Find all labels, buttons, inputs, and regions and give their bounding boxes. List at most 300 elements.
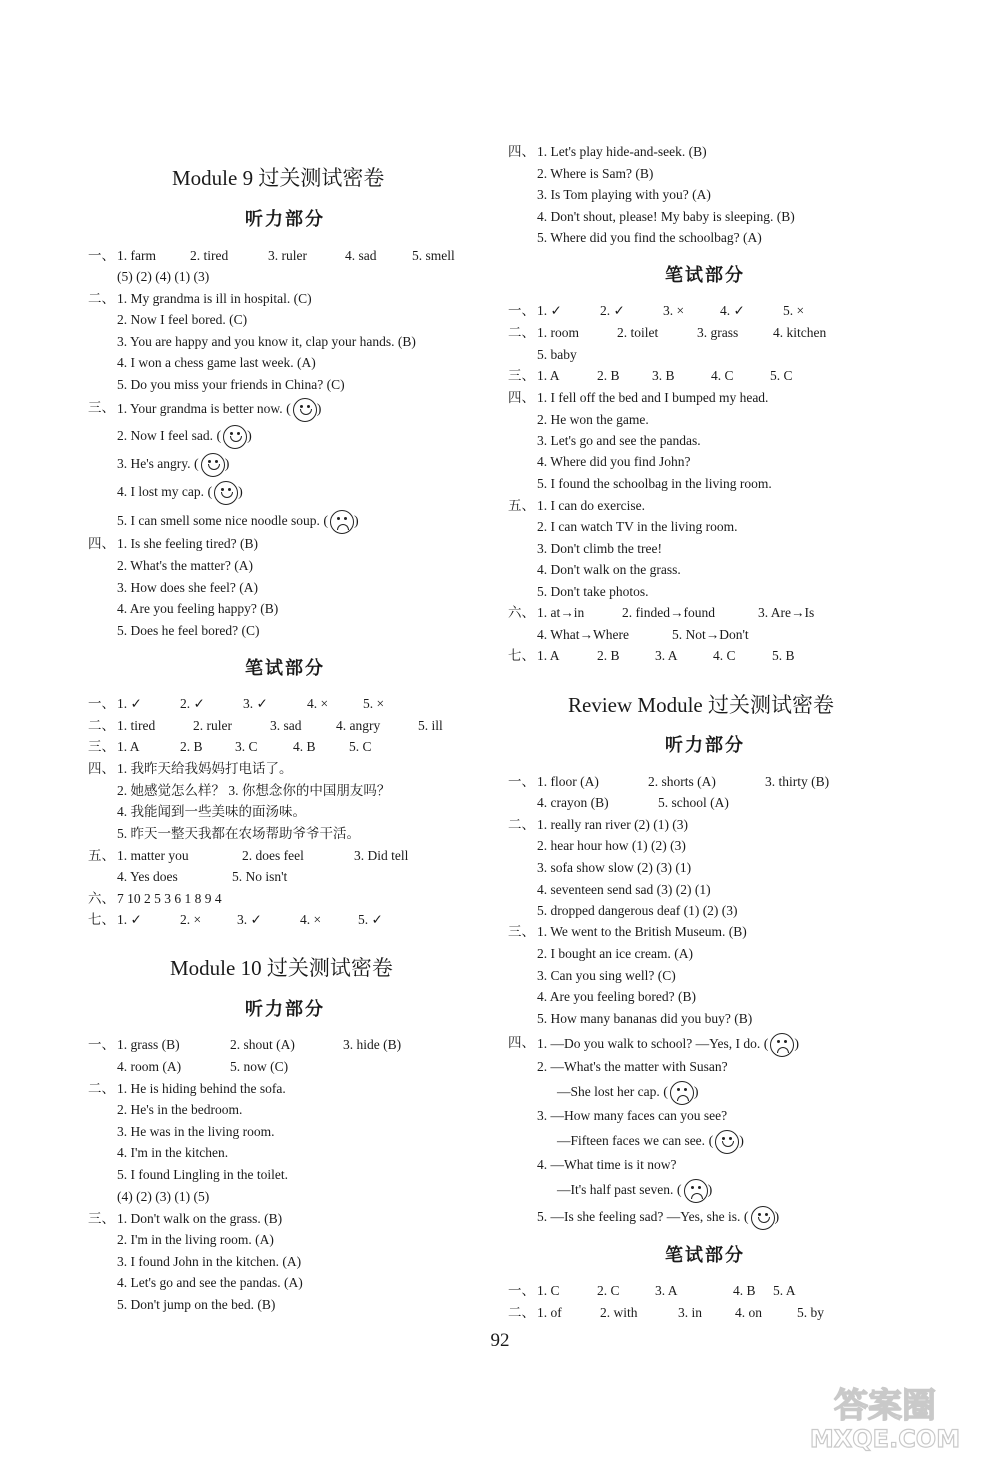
answer-text — [537, 944, 693, 964]
answer-text — [537, 1033, 799, 1057]
question-number: 一、 — [88, 696, 115, 711]
section-heading: 听力部分 — [665, 735, 745, 756]
answer-text-content: 3. Is Tom playing with you? (A) — [537, 187, 711, 202]
answer-text-content: 1. —Do you walk to school? —Yes, I do. — [537, 1036, 761, 1052]
paren-close: ) — [354, 514, 359, 530]
answer-text — [117, 375, 345, 395]
answer-item: 1. of — [537, 1305, 562, 1320]
answer-item: 3. hide (B) — [343, 1037, 402, 1052]
sad-face-icon — [330, 510, 354, 534]
answer-line — [0, 398, 500, 418]
answer-line — [500, 793, 1000, 813]
answer-text — [117, 759, 293, 779]
happy-face-icon — [201, 453, 225, 477]
answer-line — [500, 1281, 1000, 1301]
answer-item: 3. ✓ — [237, 912, 262, 927]
module-title: Review Module 过关测试密卷 — [568, 693, 834, 717]
happy-face-icon — [293, 398, 317, 422]
answer-line — [0, 556, 500, 576]
answer-text — [537, 582, 649, 602]
answer-item: 1. ✓ — [537, 303, 562, 318]
happy-face-icon — [715, 1130, 739, 1154]
answer-item: 4. C — [711, 368, 734, 383]
section-heading: 笔试部分 — [245, 658, 325, 679]
answer-text — [557, 1130, 744, 1154]
answer-text — [117, 889, 222, 909]
answer-line — [0, 1295, 500, 1315]
answer-line — [500, 603, 1000, 623]
question-number: 二、 — [88, 1081, 115, 1096]
section-heading: 笔试部分 — [665, 265, 745, 286]
question-number: 三、 — [88, 739, 115, 754]
answer-item: 1. A — [537, 368, 560, 383]
question-number: 一、 — [508, 303, 535, 318]
answer-text — [117, 534, 258, 554]
answer-line — [0, 375, 500, 395]
answer-text-content: 5. —Is she feeling sad? —Yes, she is. — [537, 1209, 741, 1225]
answer-line — [0, 599, 500, 619]
answer-text-content: 4. seventeen send sad (3) (2) (1) — [537, 882, 711, 897]
answer-item: 4. Yes does — [117, 869, 178, 884]
answer-item: 2. finded→found — [622, 605, 715, 620]
answer-line — [500, 1106, 1000, 1126]
answer-line — [500, 922, 1000, 942]
answer-text-content: 5. Do you miss your friends in China? (C) — [117, 377, 345, 392]
answer-text-content: 2. Where is Sam? (B) — [537, 166, 654, 181]
answer-item: 3. thirty (B) — [765, 774, 830, 789]
paren-open: ( — [740, 1210, 749, 1226]
answer-line — [500, 815, 1000, 835]
question-number: 二、 — [88, 718, 115, 733]
answer-text — [117, 310, 247, 330]
paren-open: ( — [212, 429, 222, 445]
answer-text — [117, 289, 312, 309]
sad-face-icon — [770, 1033, 794, 1057]
answer-text-content: 2. —What's the matter with Susan? — [537, 1059, 728, 1074]
answer-item: 4. What→Where — [537, 627, 629, 642]
answer-text — [117, 1252, 301, 1272]
answer-text — [537, 539, 662, 559]
answer-text — [117, 481, 243, 505]
answer-text-content: 4. I lost my cap. — [117, 484, 204, 500]
answer-text-content: 5. How many bananas did you buy? (B) — [537, 1011, 753, 1026]
answer-item: 1. A — [117, 739, 140, 754]
paren-close: ) — [238, 485, 243, 501]
answer-item: 2. ruler — [193, 718, 232, 733]
answer-line — [0, 694, 500, 714]
question-number: 四、 — [508, 390, 535, 405]
answer-line — [500, 944, 1000, 964]
answer-item: 5. Not→Don't — [672, 627, 749, 642]
answer-text — [537, 1206, 779, 1230]
answer-text-content: 1. Is she feeling tired? (B) — [117, 536, 258, 551]
answer-text — [537, 164, 653, 184]
answer-text — [537, 142, 707, 162]
answer-item: 2. B — [180, 739, 203, 754]
answer-item: 1. at→in — [537, 605, 585, 620]
answer-line — [500, 474, 1000, 494]
answer-text — [117, 267, 209, 287]
answer-text-content: 5. Does he feel bored? (C) — [117, 623, 260, 638]
answer-text-content: (4) (2) (3) (1) (5) — [117, 1189, 210, 1204]
answer-text-content: 1. He is hiding behind the sofa. — [117, 1081, 286, 1096]
answer-line — [0, 1165, 500, 1185]
answer-item: 5. × — [363, 696, 385, 711]
answer-line — [500, 1033, 1000, 1053]
answer-text — [117, 802, 306, 822]
section-heading: 听力部分 — [245, 999, 325, 1020]
answer-item: 4. crayon (B) — [537, 795, 609, 810]
answer-text — [117, 1209, 282, 1229]
answer-item: 4. × — [300, 912, 322, 927]
answer-text-content: 2. I bought an ice cream. (A) — [537, 946, 693, 961]
answer-text-content: 3. Can you sing well? (C) — [537, 968, 676, 983]
answer-line — [0, 802, 500, 822]
answer-text-content: 3. sofa show slow (2) (3) (1) — [537, 860, 692, 875]
answer-item: 2. ✓ — [180, 696, 205, 711]
answer-text-content: (5) (2) (4) (1) (3) — [117, 269, 210, 284]
paren-close: ) — [693, 1085, 699, 1101]
answer-text-content: 3. You are happy and you know it, clap your hands. (B) — [117, 334, 416, 349]
answer-text-content: 4. Are you feeling happy? (B) — [117, 601, 279, 616]
answer-item: 2. ✓ — [600, 303, 625, 318]
answer-item: 5. C — [770, 368, 793, 383]
answer-item: 4. B — [733, 1283, 756, 1298]
answer-line — [500, 345, 1000, 365]
module-title: Module 9 过关测试密卷 — [172, 166, 385, 190]
answer-line — [500, 1009, 1000, 1029]
answer-line — [0, 621, 500, 641]
answer-text — [117, 1187, 209, 1207]
answer-text-content: 4. Don't shout, please! My baby is sleeping. (B) — [537, 209, 795, 224]
answer-text-content: 5. baby — [537, 347, 577, 362]
section-heading: 笔试部分 — [665, 1245, 745, 1266]
answer-text — [117, 1295, 275, 1315]
answer-text — [117, 1143, 228, 1163]
answer-text-content: 1. Don't walk on the grass. (B) — [117, 1211, 283, 1226]
answer-item: 3. ruler — [268, 248, 307, 263]
answer-item: 2. shout (A) — [230, 1037, 295, 1052]
answer-item: 4. B — [293, 739, 316, 754]
answer-line — [0, 353, 500, 373]
answer-line — [500, 901, 1000, 921]
answer-line — [500, 228, 1000, 248]
happy-face-icon — [214, 481, 238, 505]
answer-item: 4. kitchen — [773, 325, 827, 340]
answer-line — [500, 164, 1000, 184]
answer-line — [0, 824, 500, 844]
answer-text-content: 2. 她感觉怎么样？ 3. 你想念你的中国朋友吗？ — [117, 783, 391, 798]
answer-line — [500, 517, 1000, 537]
answer-text-content: 1. I can do exercise. — [537, 498, 645, 513]
paren-close: ) — [774, 1210, 780, 1226]
answer-text-content: 4. 我能闻到一些美味的面汤味。 — [117, 804, 306, 819]
paren-open: ( — [319, 514, 329, 530]
answer-line — [0, 453, 500, 473]
answer-item: 1. tired — [117, 718, 156, 733]
answer-line — [0, 1079, 500, 1099]
paren-open: ( — [760, 1037, 769, 1053]
answer-text — [117, 1122, 274, 1142]
answer-text-content: 5. I found the schoolbag in the living room. — [537, 476, 772, 491]
answer-text-content: 4. I won a chess game last week. (A) — [117, 355, 316, 370]
paren-close: ) — [707, 1183, 713, 1199]
answer-text-content: 3. I found John in the kitchen. (A) — [117, 1254, 302, 1269]
question-number: 四、 — [88, 761, 115, 776]
paren-close: ) — [316, 402, 322, 418]
answer-line — [500, 539, 1000, 559]
answer-item: 3. Are→Is — [758, 605, 815, 620]
answer-text — [537, 410, 649, 430]
answer-item: 3. A — [655, 1283, 678, 1298]
answer-line — [500, 987, 1000, 1007]
answer-line — [500, 1206, 1000, 1226]
answer-text — [537, 966, 676, 986]
question-number: 一、 — [508, 1283, 535, 1298]
answer-line — [0, 1209, 500, 1229]
answer-item: 5. smell — [412, 248, 455, 263]
paren-close: ) — [794, 1037, 800, 1053]
question-number: 六、 — [508, 605, 535, 620]
answer-line — [0, 289, 500, 309]
watermark-top: 答案圈 — [834, 1386, 936, 1426]
answer-line — [500, 966, 1000, 986]
answer-text-content: 1. We went to the British Museum. (B) — [537, 924, 747, 939]
answer-item: 3. ✓ — [243, 696, 268, 711]
answer-item: 3. × — [663, 303, 685, 318]
answer-line — [500, 582, 1000, 602]
answer-line — [0, 1035, 500, 1055]
answer-item: 1. farm — [117, 248, 156, 263]
answer-item: 5. ill — [418, 718, 443, 733]
answer-text-content: 2. Now I feel sad. — [117, 428, 213, 444]
paren-open: ( — [659, 1085, 668, 1101]
answer-item: 4. on — [735, 1305, 762, 1320]
answer-line — [500, 560, 1000, 580]
answer-text-content: 1. Let's play hide-and-seek. (B) — [537, 144, 707, 159]
answer-text-content: 3. Don't climb the tree! — [537, 541, 663, 556]
answer-text — [557, 1081, 699, 1105]
section-heading: 听力部分 — [245, 209, 325, 230]
question-number: 二、 — [508, 817, 535, 832]
answer-text — [117, 1079, 286, 1099]
answer-text-content: 5. Where did you find the schoolbag? (A) — [537, 230, 762, 245]
answer-item: 3. B — [652, 368, 675, 383]
answer-line — [500, 431, 1000, 451]
question-number: 四、 — [508, 144, 535, 159]
watermark-bottom: MXQE.COM — [809, 1425, 961, 1453]
answer-text — [537, 452, 690, 472]
paren-open: ( — [282, 402, 291, 418]
answer-line — [0, 481, 500, 501]
answer-text — [117, 599, 278, 619]
answer-text — [537, 207, 795, 227]
answer-line — [500, 388, 1000, 408]
answer-line — [0, 510, 500, 530]
paren-close: ) — [224, 457, 230, 473]
answer-line — [0, 1230, 500, 1250]
sad-face-icon — [670, 1081, 694, 1105]
answer-text — [537, 815, 688, 835]
answer-text-content: 3. Let's go and see the pandas. — [537, 433, 701, 448]
answer-text-content: 2. What's the matter? (A) — [117, 558, 254, 573]
answer-line — [0, 1252, 500, 1272]
answer-text-content: 5. I can smell some nice noodle soup. — [117, 513, 320, 529]
answer-line — [0, 332, 500, 352]
answer-text — [537, 228, 762, 248]
question-number: 六、 — [88, 891, 115, 906]
answer-line — [0, 846, 500, 866]
answer-text-content: 4. I'm in the kitchen. — [117, 1145, 229, 1160]
answer-item: 5. school (A) — [658, 795, 729, 810]
answer-item: 4. C — [713, 648, 736, 663]
answer-line — [500, 646, 1000, 666]
answer-text-content: 2. I'm in the living room. (A) — [117, 1232, 274, 1247]
answer-text — [117, 453, 229, 477]
answer-item: 1. ✓ — [117, 696, 142, 711]
answer-line — [500, 880, 1000, 900]
answer-item: 2. × — [180, 912, 202, 927]
answer-line — [0, 867, 500, 887]
answer-item: 1. C — [537, 1283, 560, 1298]
answer-line — [0, 781, 500, 801]
answer-text — [117, 425, 252, 449]
answer-text — [537, 836, 686, 856]
answer-text-content: 3. He was in the living room. — [117, 1124, 275, 1139]
answer-item: 4. × — [307, 696, 329, 711]
answer-text-content: 1. really ran river (2) (1) (3) — [537, 817, 689, 832]
sad-face-icon — [684, 1179, 708, 1203]
answer-text — [537, 517, 737, 537]
answer-item: 2. toilet — [617, 325, 659, 340]
answer-text-content: 4. Where did you find John? — [537, 454, 691, 469]
answer-line — [0, 310, 500, 330]
answer-line — [500, 1179, 1000, 1199]
answer-line — [500, 185, 1000, 205]
answer-line — [0, 425, 500, 445]
question-number: 二、 — [508, 1305, 535, 1320]
answer-item: 4. sad — [345, 248, 377, 263]
answer-line — [0, 246, 500, 266]
question-number: 三、 — [508, 924, 535, 939]
answer-line — [500, 1081, 1000, 1101]
answer-line — [0, 910, 500, 930]
answer-line — [500, 323, 1000, 343]
paren-open: ( — [705, 1134, 714, 1150]
answer-text-content: 1. 我昨天给我妈妈打电话了。 — [117, 761, 293, 776]
answer-line — [500, 836, 1000, 856]
answer-item: 4. ✓ — [720, 303, 745, 318]
answer-item: 1. ✓ — [117, 912, 142, 927]
answer-text-content: 5. Don't jump on the bed. (B) — [117, 1297, 276, 1312]
answer-text-content: 5. Don't take photos. — [537, 584, 649, 599]
answer-item: 5. A — [773, 1283, 796, 1298]
question-number: 七、 — [508, 648, 535, 663]
answer-text — [117, 1100, 242, 1120]
answer-item: 2. shorts (A) — [648, 774, 716, 789]
answer-item: 3. Did tell — [354, 848, 409, 863]
answer-text — [117, 1165, 288, 1185]
answer-text — [537, 901, 738, 921]
answer-text-content: 4. Are you feeling bored? (B) — [537, 989, 696, 1004]
answer-text-content: 1. My grandma is ill in hospital. (C) — [117, 291, 312, 306]
answer-text-content: 2. hear hour how (1) (2) (3) — [537, 838, 686, 853]
answer-item: 5. ✓ — [358, 912, 383, 927]
answer-item: 2. does feel — [242, 848, 304, 863]
answer-text-content: 3. How does she feel? (A) — [117, 580, 258, 595]
question-number: 二、 — [508, 325, 535, 340]
answer-line — [500, 410, 1000, 430]
answer-line — [0, 1057, 500, 1077]
answer-text — [117, 556, 253, 576]
answer-text — [537, 922, 747, 942]
answer-line — [0, 267, 500, 287]
answer-line — [500, 1155, 1000, 1175]
answer-text — [117, 824, 360, 844]
paren-close: ) — [247, 429, 252, 445]
answer-item: 1. grass (B) — [117, 1037, 180, 1052]
answer-text-content: 4. —What time is it now? — [537, 1157, 677, 1172]
answer-line — [0, 716, 500, 736]
question-number: 一、 — [88, 1037, 115, 1052]
answer-line — [0, 737, 500, 757]
answer-line — [0, 1273, 500, 1293]
answer-line — [0, 1100, 500, 1120]
question-number: 一、 — [88, 248, 115, 263]
answer-text — [537, 474, 772, 494]
answer-text — [117, 781, 390, 801]
answer-line — [500, 772, 1000, 792]
answer-text — [537, 858, 691, 878]
answer-text — [537, 987, 696, 1007]
answer-line — [0, 1122, 500, 1142]
answer-item: 5. now (C) — [230, 1059, 289, 1074]
answer-text-content: 5. I found Lingling in the toilet. — [117, 1167, 288, 1182]
paren-close: ) — [739, 1134, 744, 1150]
answer-text — [117, 621, 259, 641]
answer-text — [537, 880, 711, 900]
answer-text-content: 7 10 2 5 3 6 1 8 9 4 — [117, 891, 222, 906]
answer-line — [500, 858, 1000, 878]
watermark-logo — [793, 1381, 978, 1453]
answer-text — [117, 510, 359, 534]
answer-item: 1. A — [537, 648, 560, 663]
answer-text — [117, 353, 316, 373]
answer-text — [537, 1009, 752, 1029]
answer-line — [500, 496, 1000, 516]
question-number: 四、 — [88, 536, 115, 551]
question-number: 五、 — [508, 498, 535, 513]
answer-text-content: —It's half past seven. — [557, 1182, 674, 1198]
answer-item: 2. B — [597, 648, 620, 663]
answer-text-content: —She lost her cap. — [557, 1084, 660, 1100]
answer-text-content: 2. Now I feel bored. (C) — [117, 312, 248, 327]
answer-line — [500, 1303, 1000, 1323]
answer-item: 2. with — [600, 1305, 638, 1320]
answer-text — [537, 345, 577, 365]
answer-line — [500, 625, 1000, 645]
answer-line — [500, 1057, 1000, 1077]
paren-open: ( — [190, 457, 199, 473]
answer-text-content: 5. dropped dangerous deaf (1) (2) (3) — [537, 903, 738, 918]
answer-text — [117, 398, 321, 422]
answer-item: 2. C — [597, 1283, 620, 1298]
answer-line — [500, 142, 1000, 162]
answer-text — [117, 578, 258, 598]
answer-item: 5. B — [772, 648, 795, 663]
paren-open: ( — [204, 485, 213, 501]
answer-text — [537, 1057, 728, 1077]
